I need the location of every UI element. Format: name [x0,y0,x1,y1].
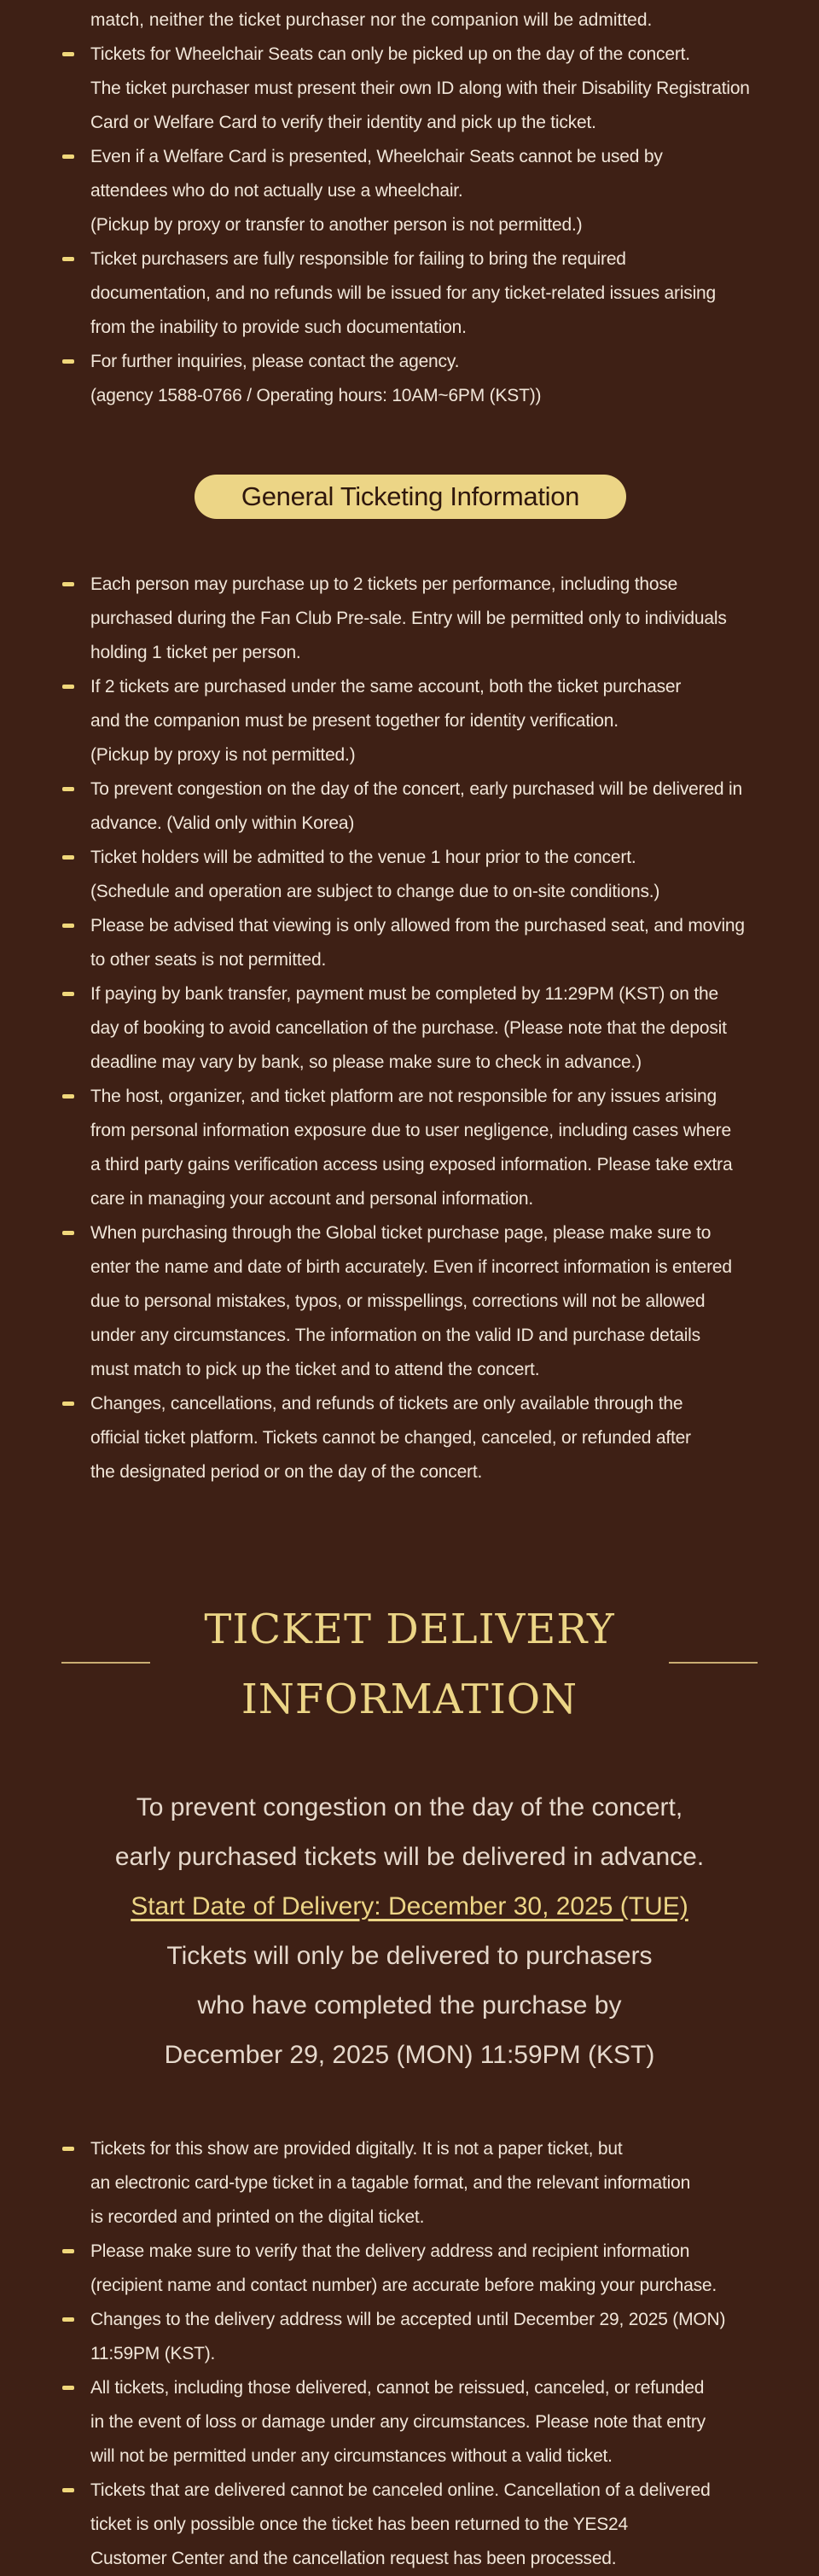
list-item-line: enter the name and date of birth accurately. Even if incorrect information is entered [90,1257,732,1277]
list-item-line: Card or Welfare Card to verify their identity and pick up the ticket. [90,113,596,132]
list-item-line: holding 1 ticket per person. [90,643,301,662]
list-item-line: Even if a Welfare Card is presented, Wheelchair Seats cannot be used by [90,147,663,166]
continued-line: match, neither the ticket purchaser nor the companion will be admitted. [90,10,653,30]
list-item [90,568,790,670]
list-item-line: from personal information exposure due to user negligence, including cases where [90,1121,731,1140]
list-item [90,2132,790,2235]
list-item [90,1387,790,1489]
bullet-dash-icon [62,1402,74,1406]
bullet-dash-icon [62,685,74,689]
general-ticketing-heading-label: General Ticketing Information [241,481,580,511]
list-item-line: The host, organizer, and ticket platform are not responsible for any issues arising [90,1087,717,1106]
list-item-line: Tickets for Wheelchair Seats can only be picked up on the day of the concert. [90,44,690,64]
list-item-line: (Schedule and operation are subject to change due to on-site conditions.) [90,882,660,901]
list-item [90,345,790,413]
list-item-line: purchased during the Fan Club Pre-sale. Entry will be permitted only to individuals [90,609,727,628]
list-item-line: the designated period or on the day of the concert. [90,1462,483,1482]
list-item [90,2303,790,2371]
delivery-details-section [0,2132,790,2576]
bullet-dash-icon [62,1231,74,1235]
ticket-delivery-title [0,1594,819,1734]
general-ticketing-section [0,568,790,1489]
bullet-dash-icon [62,52,74,56]
list-item-line: care in managing your account and personal information. [90,1189,533,1209]
delivery-deadline: December 29, 2025 (MON) 11:59PM (KST) [164,2041,655,2069]
list-item [90,772,790,841]
list-item [90,242,790,345]
list-item-line: The ticket purchaser must present their own ID along with their Disability Registration [90,79,750,98]
bullet-dash-icon [62,992,74,996]
list-item-line: All tickets, including those delivered, cannot be reissued, canceled, or refunded [90,2378,705,2398]
list-item-line: Ticket purchasers are fully responsible for failing to bring the required [90,249,626,269]
bullet-dash-icon [62,2386,74,2390]
list-item-line: Tickets for this show are provided digitally. It is not a paper ticket, but [90,2139,623,2159]
list-item-line: Each person may purchase up to 2 tickets per performance, including those [90,574,678,594]
list-item [90,2235,790,2303]
wheelchair-notice-list [0,38,790,413]
list-item-line: will not be permitted under any circumstances without a valid ticket. [90,2446,613,2466]
list-item-line: Please be advised that viewing is only allowed from the purchased seat, and moving [90,916,745,935]
list-item-line: advance. (Valid only within Korea) [90,813,355,833]
delivery-notice-line: Tickets will only be delivered to purchasers [166,1942,653,1970]
list-item-line: (agency 1588-0766 / Operating hours: 10AM~6PM (KST)) [90,386,542,405]
delivery-notice [0,1783,819,2080]
list-item-line: (Pickup by proxy is not permitted.) [90,745,356,765]
list-item [90,841,790,909]
list-item-line: in the event of loss or damage under any circumstances. Please note that entry [90,2412,706,2432]
list-item-line: Please make sure to verify that the delivery address and recipient information [90,2241,690,2261]
list-item-line: Customer Center and the cancellation request has been processed. [90,2549,617,2568]
list-item-line: If paying by bank transfer, payment must be completed by 11:29PM (KST) on the [90,984,718,1004]
list-item-line: For further inquiries, please contact the agency. [90,352,460,371]
bullet-dash-icon [62,1094,74,1099]
list-item-line: day of booking to avoid cancellation of the purchase. (Please note that the deposit [90,1018,727,1038]
list-item-line: an electronic card-type ticket in a tagable format, and the relevant information [90,2173,691,2193]
bullet-dash-icon [62,154,74,159]
list-item-line: Ticket holders will be admitted to the venue 1 hour prior to the concert. [90,848,636,867]
list-item-line: (recipient name and contact number) are accurate before making your purchase. [90,2276,717,2295]
ticket-delivery-title-line1: TICKET DELIVERY [204,1606,615,1653]
list-item [90,2371,790,2474]
list-item-line: and the companion must be present together for identity verification. [90,711,619,731]
list-item-line: Changes to the delivery address will be accepted until December 29, 2025 (MON) [90,2310,726,2329]
bullet-dash-icon [62,257,74,261]
list-item [90,140,790,242]
list-item-line: deadline may vary by bank, so please make sure to check in advance.) [90,1052,642,1072]
bullet-dash-icon [62,2249,74,2253]
list-item-line: 11:59PM (KST). [90,2344,216,2363]
bullet-dash-icon [62,2317,74,2322]
list-item-line: Changes, cancellations, and refunds of tickets are only available through the [90,1394,683,1413]
list-item [90,909,790,977]
general-ticketing-heading [195,475,626,519]
ticket-delivery-title-line2: INFORMATION [241,1676,578,1723]
list-item-line: Tickets that are delivered cannot be canceled online. Cancellation of a delivered [90,2480,711,2500]
list-item-line: is recorded and printed on the digital ticket. [90,2207,425,2227]
bullet-dash-icon [62,787,74,791]
list-item [90,1080,790,1216]
list-item-line: to other seats is not permitted. [90,950,327,970]
bullet-dash-icon [62,359,74,364]
delivery-start-date: Start Date of Delivery: December 30, 2025 (TUE) [131,1892,688,1920]
delivery-notice-line: early purchased tickets will be delivered in advance. [114,1843,705,1871]
list-item-line: official ticket platform. Tickets cannot be changed, canceled, or refunded after [90,1428,691,1448]
bullet-dash-icon [62,582,74,586]
bullet-dash-icon [62,924,74,928]
bullet-dash-icon [62,2488,74,2492]
list-item-line: To prevent congestion on the day of the concert, early purchased will be delivered in [90,779,742,799]
list-item-line: under any circumstances. The information on the valid ID and purchase details [90,1326,700,1345]
list-item-line: (Pickup by proxy or transfer to another person is not permitted.) [90,215,583,235]
delivery-notice-line: who have completed the purchase by [197,1991,622,2019]
list-item-line: must match to pick up the ticket and to attend the concert. [90,1360,540,1379]
list-item-line: from the inability to provide such documentation. [90,318,467,337]
list-item [90,2474,790,2576]
list-item-line: ticket is only possible once the ticket has been returned to the YES24 [90,2515,629,2534]
delivery-details-list [0,2132,790,2576]
list-item [90,977,790,1080]
list-item [90,1216,790,1387]
list-item [90,670,790,772]
list-item-line: a third party gains verification access using exposed information. Please take extra [90,1155,733,1174]
list-item-line: attendees who do not actually use a wheelchair. [90,181,463,201]
delivery-notice-line: To prevent congestion on the day of the concert, [136,1793,683,1821]
wheelchair-notice-section [0,0,790,413]
list-item-line: When purchasing through the Global ticket purchase page, please make sure to [90,1223,712,1243]
ticket-delivery-header [0,1594,819,1731]
bullet-dash-icon [62,855,74,860]
list-item-line: If 2 tickets are purchased under the same account, both the ticket purchaser [90,677,682,696]
general-ticketing-list [0,568,790,1489]
bullet-dash-icon [62,2147,74,2151]
list-item-line: due to personal mistakes, typos, or misspellings, corrections will not be allowed [90,1291,706,1311]
list-item [90,38,790,140]
list-item-line: documentation, and no refunds will be issued for any ticket-related issues arising [90,283,717,303]
